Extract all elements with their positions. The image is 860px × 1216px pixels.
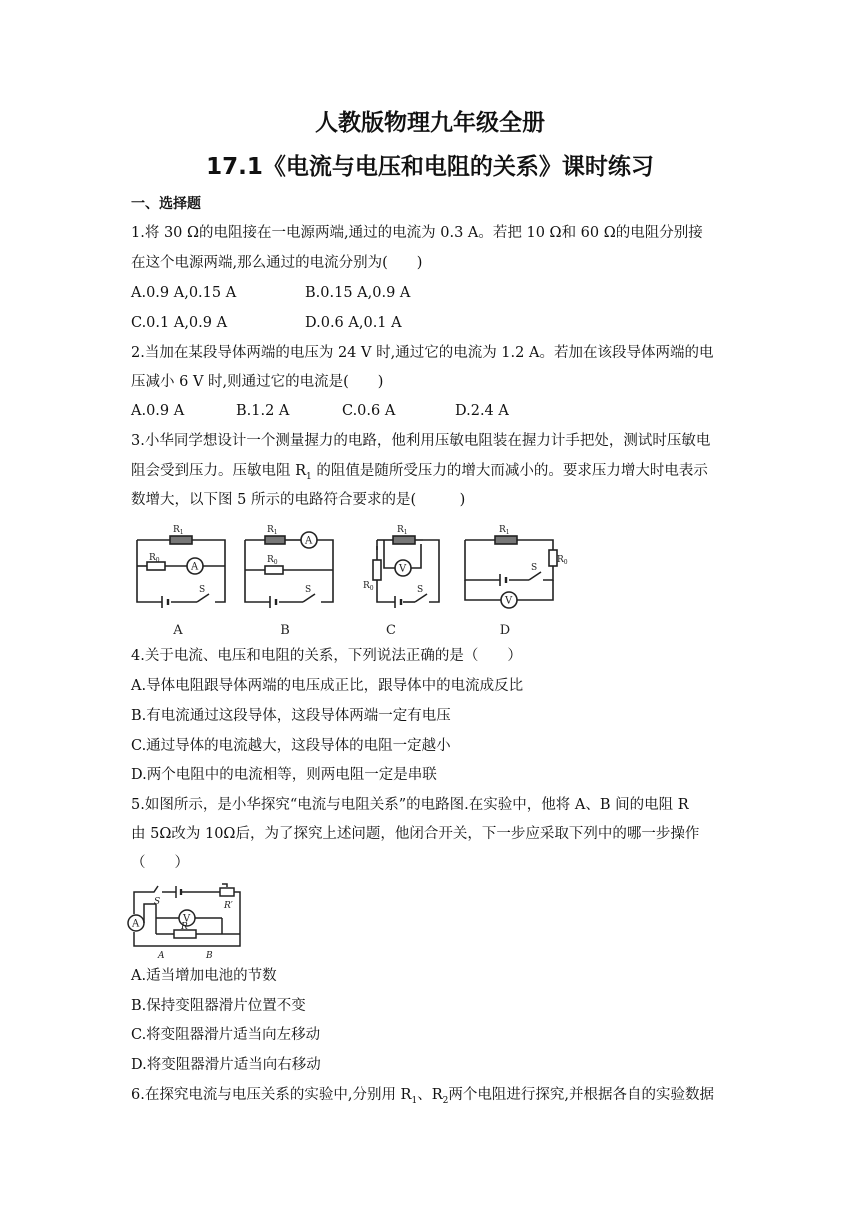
label-point-a: A xyxy=(158,951,165,961)
label-r0: $R_0$ xyxy=(149,553,160,564)
q3-stem-line1: 3.小华同学想设计一个测量握力的电路，他利用压敏电阻装在握力计手把处，测试时压敏电 xyxy=(131,433,711,449)
q1-option-d: D.0.6 A,0.1 A xyxy=(305,315,402,331)
q4-option-b: B.有电流通过这段导体，这段导体两端一定有电压 xyxy=(131,708,451,724)
label-switch: S xyxy=(531,563,538,573)
label-point-b: B xyxy=(206,951,213,961)
q3-stem-line2: 阻会受到压力。压敏电阻 $R_1$ 的阻值是随所受压力的增大而减小的。要求压力增大时电表示 xyxy=(131,463,708,482)
label-resistor-r: R xyxy=(181,922,188,932)
circuit-label-b: B xyxy=(280,623,290,638)
q5-option-b: B.保持变阻器滑片位置不变 xyxy=(131,998,306,1014)
q6-stem-line1: 6.在探究电流与电压关系的实验中,分别用 $R_1$、$R_2$两个电阻进行探究,并根据各自的实验数据 xyxy=(131,1087,714,1106)
section-heading: 一、选择题 xyxy=(131,196,201,212)
document-title: 人教版物理九年级全册 xyxy=(315,110,545,136)
label-r1: $R_1$ xyxy=(499,525,510,536)
q3-circuit-figure xyxy=(125,520,568,645)
q1-stem-line1: 1.将 30 Ω的电阻接在一电源两端,通过的电流为 0.3 A。若把 10 Ω和 60 Ω的电阻分别接 xyxy=(131,225,703,241)
voltmeter-symbol: V xyxy=(505,595,513,607)
q1-option-a: A.0.9 A,0.15 A xyxy=(131,285,237,301)
circuit-label-c: C xyxy=(386,623,396,638)
q2-stem-line2: 压减小 6 V 时,则通过它的电流是( ) xyxy=(131,374,384,390)
q2-option-a: A.0.9 A xyxy=(131,403,185,419)
q2-option-c: C.0.6 A xyxy=(342,403,396,419)
q5-circuit-figure xyxy=(126,882,251,960)
label-switch: S xyxy=(417,585,424,595)
q5-stem-line3: （ ） xyxy=(131,855,189,871)
q2-option-b: B.1.2 A xyxy=(236,403,290,419)
q4-option-c: C.通过导体的电流越大，这段导体的电阻一定越小 xyxy=(131,738,451,754)
label-switch: S xyxy=(305,585,312,595)
circuit-label-a: A xyxy=(173,623,183,638)
voltmeter-symbol: V xyxy=(399,563,407,575)
q4-stem: 4.关于电流、电压和电阻的关系，下列说法正确的是（ ） xyxy=(131,648,522,664)
label-switch: S xyxy=(199,585,206,595)
label-switch-s: S xyxy=(154,897,161,907)
q5-stem-line2: 由 5Ω改为 10Ω后，为了探究上述问题，他闭合开关，下一步应采取下列中的哪一步操作 xyxy=(131,826,700,842)
label-r1: $R_1$ xyxy=(173,525,184,536)
ammeter-symbol: A xyxy=(305,535,313,547)
q5-option-c: C.将变阻器滑片适当向左移动 xyxy=(131,1027,321,1043)
label-rheostat: R′ xyxy=(224,901,233,911)
circuit-a xyxy=(137,536,225,608)
q5-stem-line1: 5.如图所示，是小华探究“电流与电阻关系”的电路图.在实验中，他将 A、B 间的电阻 R xyxy=(131,797,689,813)
q1-option-b: B.0.15 A,0.9 A xyxy=(305,285,411,301)
ammeter-symbol: A xyxy=(191,561,199,573)
q5-option-d: D.将变阻器滑片适当向右移动 xyxy=(131,1057,321,1073)
q2-option-d: D.2.4 A xyxy=(455,403,509,419)
ammeter-symbol: A xyxy=(132,918,140,930)
q4-option-a: A.导体电阻跟导体两端的电压成正比，跟导体中的电流成反比 xyxy=(131,678,524,694)
q2-stem-line1: 2.当加在某段导体两端的电压为 24 V 时,通过它的电流为 1.2 A。若加在该段导体两端的电 xyxy=(131,345,714,361)
document-subtitle: 17.1《电流与电压和电阻的关系》课时练习 xyxy=(206,154,654,180)
label-r0: $R_0$ xyxy=(557,555,568,566)
q4-option-d: D.两个电阻中的电流相等，则两电阻一定是串联 xyxy=(131,767,437,783)
voltmeter-symbol: V xyxy=(183,913,191,925)
q3-stem-line3: 数增大，以下图 5 所示的电路符合要求的是( ) xyxy=(131,492,466,508)
label-r1: $R_1$ xyxy=(397,525,408,536)
q1-option-c: C.0.1 A,0.9 A xyxy=(131,315,228,331)
circuit-label-d: D xyxy=(499,623,511,638)
label-r1: $R_1$ xyxy=(267,525,278,536)
label-r0: $R_0$ xyxy=(363,581,374,592)
circuit-b xyxy=(245,532,333,608)
q5-option-a: A.适当增加电池的节数 xyxy=(131,968,277,984)
q1-stem-line2: 在这个电源两端,那么通过的电流分别为( ) xyxy=(131,255,423,271)
label-r0: $R_0$ xyxy=(267,555,278,566)
